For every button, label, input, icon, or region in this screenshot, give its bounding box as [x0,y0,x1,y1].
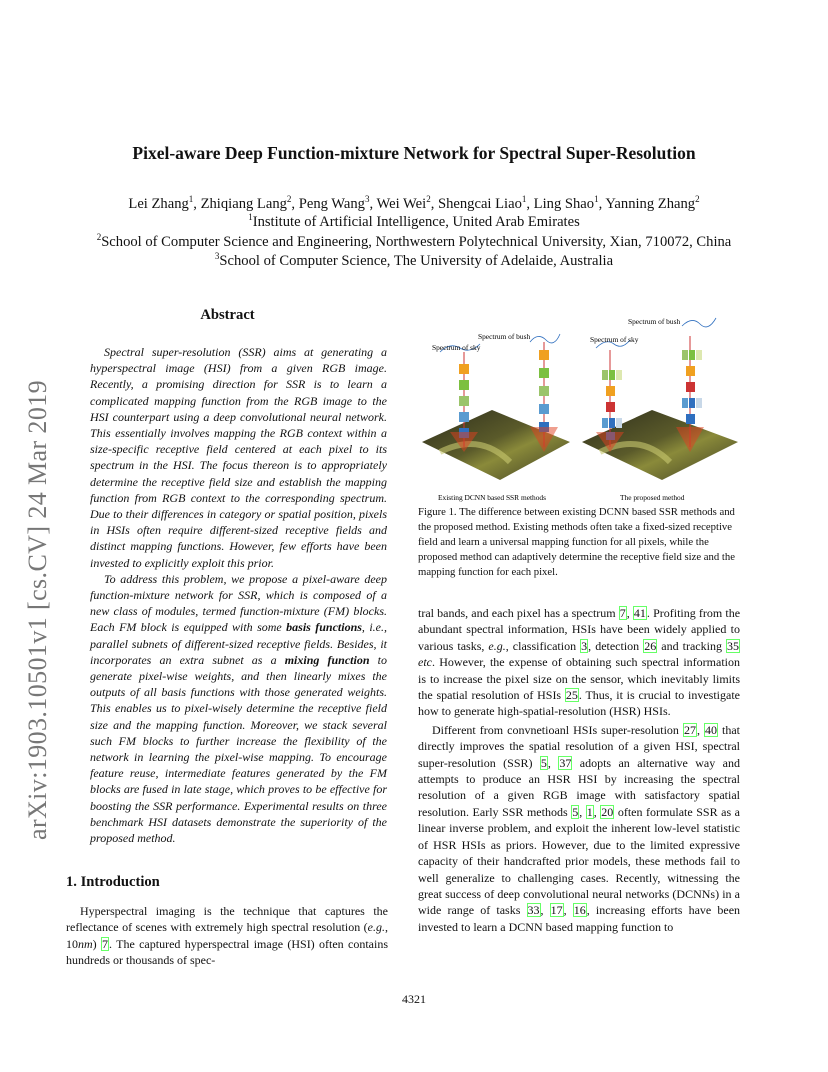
citation-link[interactable]: 17 [550,903,563,918]
author: Peng Wang$^3$ [298,194,370,212]
citation-link[interactable]: 16 [573,903,586,918]
author: Shengcai Liao$^1$ [437,194,527,212]
affiliation: $^1$Institute of Artificial Intelligence, United Arab Emirates [248,212,580,230]
spectrum-curve [530,334,560,343]
citation-link[interactable]: 20 [601,804,614,819]
figure-label-proposed: The proposed method [620,493,685,502]
citation-link[interactable]: 37 [559,755,572,770]
author: Zhiqiang Lang$^2$ [200,194,292,212]
citation-link[interactable]: 5 [572,804,579,819]
author: Wei Wei$^2$ [376,194,431,212]
citation-link[interactable]: 7 [102,936,108,951]
spectrum-curve [682,318,716,327]
citation-link[interactable]: 40 [704,722,717,737]
author-list: Lei Zhang$^1$, Zhiqiang Lang$^2$, Peng Wang$^3$, Wei Wei$^2$, Shengcai Liao$^1$, Ling Shao$^1$, Yanning Zhang$^2$ [128,194,700,212]
figure-label-bush: Spectrum of bush [478,332,531,341]
figure-label-bush: Spectrum of bush [628,317,681,326]
citation-link[interactable]: 7 [619,606,626,620]
figure-label-sky: Spectrum of sky [432,343,481,352]
paper-title: Pixel-aware Deep Function-mixture Network for Spectral Super-Resolution [132,143,696,163]
citation-link[interactable]: 3 [581,638,588,653]
citation-link[interactable]: 5 [540,755,547,770]
author: Ling Shao$^1$ [533,194,599,212]
abstract-text: Spectral super-resolution (SSR) aims at generating a hyperspectral image (HSI) from a given RGB image. Recently, a promising direction for SSR is to learn a complicated mapping function from the RGB image to the HSI counterpart using a deep convolutional neural network. This essentially involves mapping the RGB context within a size-specific receptive field centered at each pixel to its spectrum in the HSI. The focus thereon is to appropriately determine the receptive field size and establish the mapping function from RGB context to the corresponding spectrum. Due to their differences in category or spatial position, pixels in HSIs often require different-sized receptive fields and distinct mapping functions. However, few efforts have been invested to explicitly exploit this prior. To address this problem, we propose a pixel-aware deep function-mixture network for SSR, which is composed of a new class of modules, termed function-mixture (FM) blocks. Each FM block is equipped with some basis functions, i.e., parallel subnets of different-sized receptive fields. Besides, it incorporates an extra subnet as a mixing function to generate pixel-wise weights, and then linearly mixes the outputs of all basis functions with those generated weights. This enables us to pixel-wisely determine the receptive field size and the mapping function. Moreover, we stack several such FM blocks to further increase the flexibility of the network in learning the pixel-wise mapping. To encourage feature reuse, intermediate features generated by the FM blocks are fused in late stage, which proves to be effective for boosting the SSR performance. Experimental results on three benchmark HSI datasets demonstrate the superiority of the proposed method. [90,345,388,846]
figure-1 [420,312,740,502]
figure-label-existing: Existing DCNN based SSR methods [438,493,546,502]
affiliation: $^2$School of Computer Science and Engineering, Northwestern Polytechnical University, Xian, 710072, China [96,232,732,250]
author: Yanning Zhang$^2$ [605,194,700,212]
abstract-heading: Abstract [200,307,255,323]
citation-link[interactable]: 35 [727,638,740,653]
citation-link[interactable]: 25 [565,688,578,703]
citation-link[interactable]: 27 [683,722,696,737]
page-number: 4321 [402,992,426,1006]
citation-link[interactable]: 1 [586,804,593,819]
intro-text: Hyperspectral imaging is the technique that captures the reflectance of scenes with extremely high spectral resolution (e.g., 10nm) 7. The captured hyperspectral image (HSI) often contains hundreds or thousands of spec- [66,904,388,968]
affiliation: $^3$School of Computer Science, The University of Adelaide, Australia [214,251,614,269]
arxiv-stamp: arXiv:1903.10501v1 [cs.CV] 24 Mar 2019 [23,379,52,840]
author: Lei Zhang$^1$ [128,194,194,212]
section-heading: 1. Introduction [66,874,160,890]
citation-link[interactable]: 41 [633,606,646,620]
citation-link[interactable]: 26 [644,638,657,653]
intro-text-right: tral bands, and each pixel has a spectrum 7, 41. Profiting from the abundant spectral information, HSIs have been widely applied to various tasks, e.g., classification 3, detection 26 and tracking 35 etc. However, the expense of obtaining such spectral information is to increase the pixel size on the sensor, which inevitably limits the spatial resolution of HSIs 25. Thus, it is crucial to investigate how to generate high-spatial-resolution (HSR) HSIs. Different from convnetioanl HSIs super-resolution 27, 40 that directly improves the spatial resolution of a given HSI, spectral super-resolution (SSR) 5, 37 adopts an alternative way and attempts to produce an HSR HSI by increasing the spectral resolution of a given RGB image with satisfactory spatial resolution. Early SSR methods 5, 1, 20 often formulate SSR as a linear inverse problem, and exploit the inherent low-level statistic of HSR HSIs as priors. However, due to the limited expressive capacity of their handcrafted prior models, these methods fail to well generalize to challenging cases. Recently, witnessing the great success of deep convolutional neural networks (DCNNs) in a wide range of tasks 33, 17, 16, increasing efforts have been invested to learn a DCNN based mapping function to [418,606,741,934]
figure-label-sky: Spectrum of sky [590,335,639,344]
citation-link[interactable]: 33 [527,903,540,918]
figure-caption: Figure 1. The difference between existing DCNN based SSR methods and the proposed method. Existing methods often take a fixed-sized receptive field and learn a universal mapping function for all pixels, while the proposed method can adaptively determine the receptive field size and the mapping function for each pixel. [418,506,735,578]
